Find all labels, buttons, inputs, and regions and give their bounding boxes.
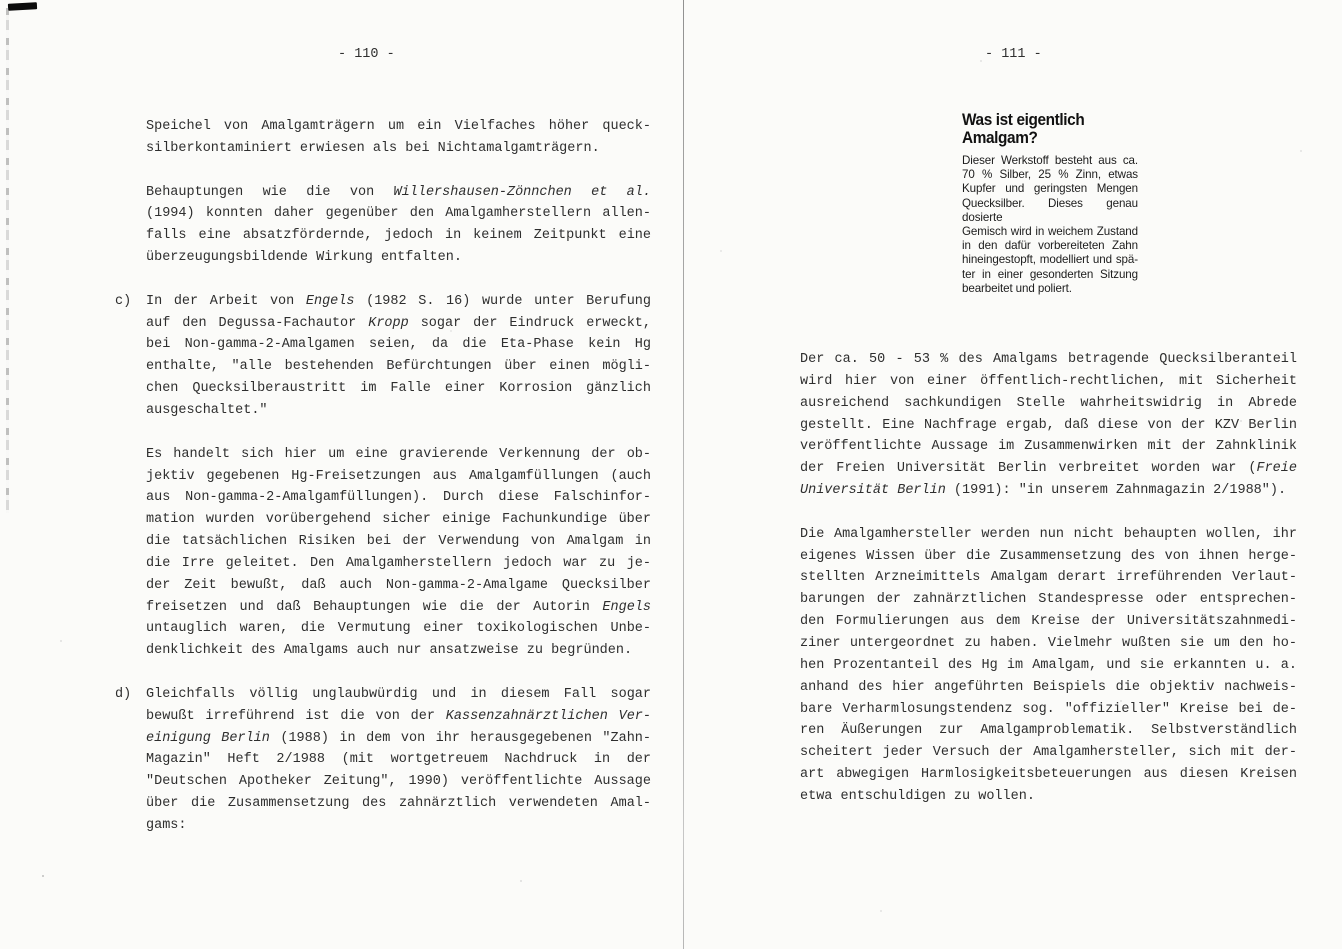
text-line: chen Quecksilberaustritt im Falle einer Korrosion gänzlich [146,381,651,397]
text-line: gestellt. Eine Nachfrage ergab, daß diese von der KZV Berlin [800,417,1297,433]
text-line: den Formulierungen aus dem Kreise der Universitätszahnmedi- [800,614,1297,630]
text-line: gams: [146,818,187,833]
text-line: (1994) konnten daher gegenüber den Amalgamherstellern allen- [146,206,651,222]
text-line: ter in einer gesonderten Sitzung [962,267,1138,281]
text-line: stellten Arzneimittels Amalgam derart irreführenden Verlaut- [800,570,1297,586]
text-line: Magazin" Heft 2/1988 (mit wortgetreuem Nachdruck in der [146,752,651,768]
text-line: bewußt irreführend ist die von der Kassenzahnärztlichen Ver- [146,708,651,724]
text-line: Gemisch wird in weichem Zustand [962,225,1138,239]
text-line: enthalte, "alle bestehenden Befürchtungen über einen mögli- [146,359,651,375]
text-line: ziner untergeordnet zu haben. Vielmehr wußten sie um den ho- [800,635,1297,651]
text-line: etwa entschuldigen zu wollen. [800,788,1035,804]
speichel-paragraph [146,116,651,160]
page-110-text-block [115,116,651,837]
text-line: der Freien Universität Berlin verbreitet worden war (Freie [800,461,1297,477]
text-line: Behauptungen wie die von Willershausen-Zönnchen et al. [146,184,651,200]
text-line: Speichel von Amalgamträgern um ein Vielfaches höher queck- [146,119,651,134]
text-line: Die Amalgamhersteller werden nun nicht behaupten wollen, ihr [800,526,1297,542]
text-line: ausreichend sachkundigen Stelle wahrheitswidrig in Abrede [800,395,1297,411]
list-item-d [115,684,651,837]
scan-mark-top-left [8,2,37,11]
list-item-marker: c) [115,293,132,309]
behauptungen-paragraph [146,182,651,269]
text-line: eigenes Wissen über die Zusammensetzung des von ihnen herge- [800,548,1297,564]
text-line: Universität Berlin (1991): "in unserem Zahnmagazin 2/1988"). [800,483,1287,499]
text-line: überzeugungsbildende Wirkung entfalten. [146,250,462,266]
text-line: art abwegigen Harmlosigkeitsbeteuerungen aus diesen Kreisen [800,767,1297,783]
text-line: die tatsächlichen Risiken bei der Verwendung von Amalgam in [146,534,651,550]
text-line: Es handelt sich hier um eine gravierende Verkennung der ob- [146,446,651,462]
info-box-body [962,154,1138,296]
text-line: aus Non-gamma-2-Amalgamfüllungen). Durch diese Falschinfor- [146,490,651,506]
text-line: Gleichfalls völlig unglaubwürdig und in diesem Fall sogar [146,686,651,702]
text-line: untauglich waren, die Vermutung einer toxikologischen Unbe- [146,621,651,637]
text-line: falls eine absatzfördernde, jedoch in keinem Zeitpunkt eine [146,228,651,244]
text-line: ren Äußerungen zur Amalgamproblematik. Selbstverständlich [800,723,1297,739]
text-line: In der Arbeit von Engels (1982 S. 16) wurde unter Berufung [146,293,651,309]
page-111-text-block [800,349,1297,808]
text-line: scheitert jeder Versuch der Amalgamhersteller, sich mit der- [800,745,1297,761]
text-line: der Zeit bewußt, daß auch Non-gamma-2-Amalgame Quecksilber [146,577,651,593]
text-line: in den dafür vorbereiteten Zahn [962,239,1138,253]
text-line: Dieser Werkstoff besteht aus ca. [962,154,1138,167]
quecksilberanteil-paragraph [800,349,1297,502]
amalgamhersteller-paragraph [800,524,1297,808]
page-number-110: - 110 - [338,47,395,62]
text-line: einigung Berlin (1988) in dem von ihr herausgegebenen "Zahn- [146,730,651,746]
text-line: bearbeitet und poliert. [962,281,1072,295]
text-line: Was ist eigentlich [962,111,1085,129]
text-line: über die Zusammensetzung des zahnärztlich verwendeten Amal- [146,796,651,812]
amalgam-info-box [962,112,1138,296]
text-line: wird hier von einer öffentlich-rechtlichen, mit Sicherheit [800,373,1297,389]
text-line: anhand des hier angeführten Beispiels die objektiv nachweis- [800,679,1297,695]
text-line: denklichkeit des Amalgams auch nur ansatzweise zu begründen. [146,643,633,659]
text-line: freisetzen und daß Behauptungen wie die der Autorin Engels [146,599,651,615]
text-line: Der ca. 50 - 53 % des Amalgams betragende Quecksilberanteil [800,352,1297,367]
text-line: die Irre geleitet. Den Amalgamherstellern jedoch war zu je- [146,555,651,571]
text-line: bare Verharmlosungstendenz sog. "offizieller" Kreise bei de- [800,701,1297,717]
text-line: ausgeschaltet." [146,402,268,418]
text-line: hineingestopft, modelliert und spä- [962,253,1138,267]
info-box-title [962,112,1126,147]
list-item-marker: d) [115,686,132,702]
list-item-c [115,291,651,422]
text-line: 70 % Silber, 25 % Zinn, etwas [962,168,1138,182]
text-line: Quecksilber. Dieses genau dosierte [962,196,1138,224]
scan-streak-left-edge [6,8,9,513]
text-line: auf den Degussa-Fachautor Kropp sogar der Eindruck erweckt, [146,315,651,331]
text-line: silberkontaminiert erwiesen als bei Nichtamalgamträgern. [146,140,600,156]
scan-noise-specks [0,0,2,2]
text-line: hen Prozentanteil des Hg im Amalgam, und sie erkannten u. a. [800,657,1297,673]
text-line: bei Non-gamma-2-Amalgamen seien, da die Eta-Phase kein Hg [146,337,651,353]
text-line: jektiv gegebenen Hg-Freisetzungen aus Amalgamfüllungen (auch [146,468,651,484]
text-line: veröffentlichte Aussage im Zusammenwirken mit der Zahnklinik [800,439,1297,455]
page-number-111: - 111 - [985,47,1042,62]
verkennung-paragraph [146,444,651,662]
text-line: "Deutschen Apotheker Zeitung", 1990) veröffentlichte Aussage [146,774,651,790]
text-line: mation wurden vorübergehend sicher einige Fachunkundige über [146,512,651,528]
text-line: Amalgam? [962,128,1038,147]
page-gutter-line [683,0,684,949]
text-line: barungen der zahnärztlichen Standespresse oder entsprechen- [800,592,1297,608]
text-line: Kupfer und geringsten Mengen [962,182,1138,196]
